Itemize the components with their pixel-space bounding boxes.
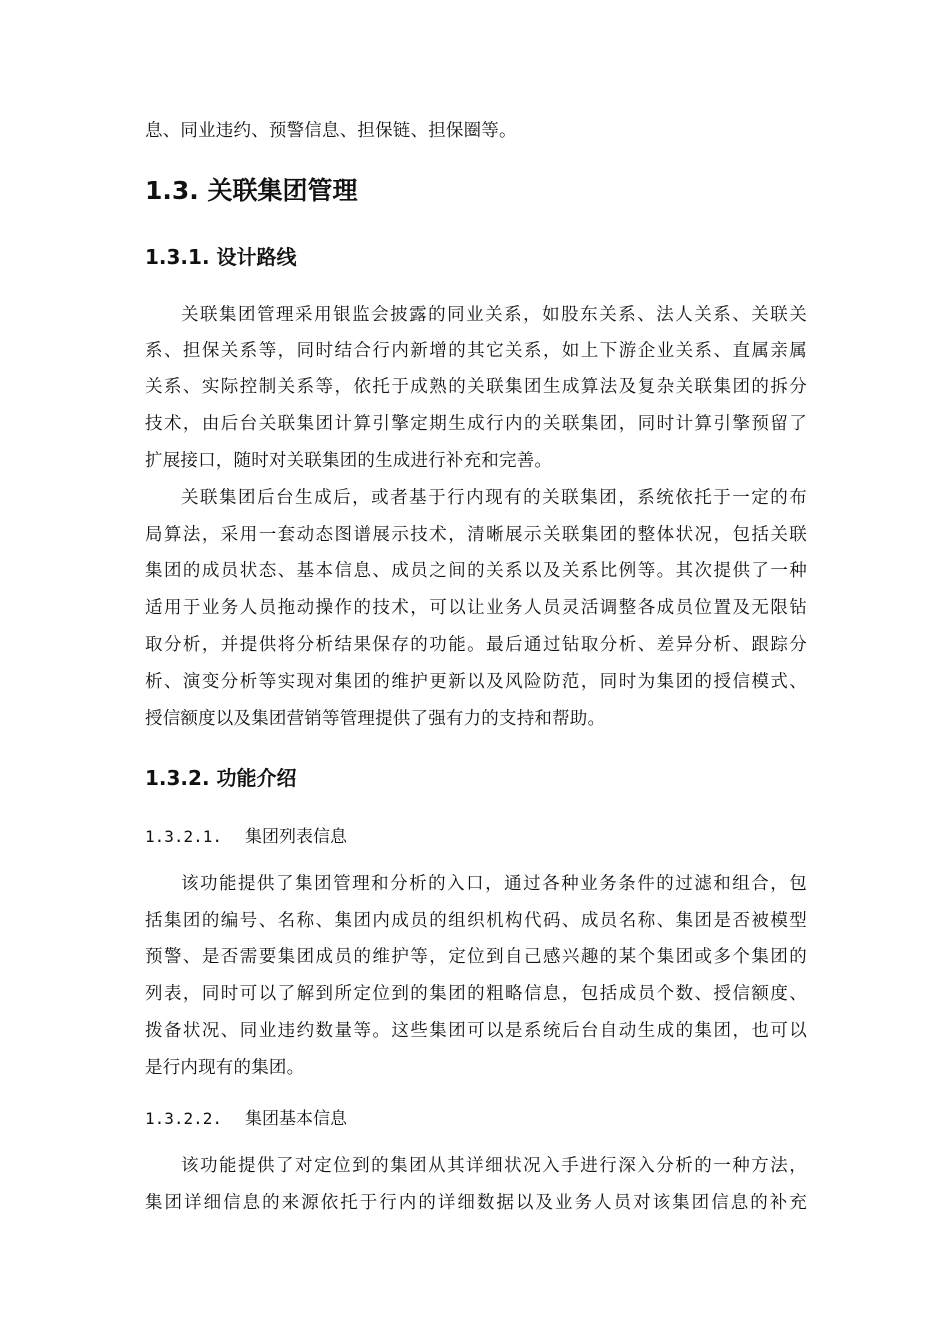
paragraph-line: 括集团的编号、名称、集团内成员的组织机构代码、成员名称、集团是否被模型 [145, 911, 807, 931]
paragraph-line: 扩展接口，随时对关联集团的生成进行补充和完善。 [145, 451, 553, 471]
paragraph-line: 是行内现有的集团。 [145, 1058, 305, 1078]
paragraph-line: 预警、是否需要集团成员的维护等，定位到自己感兴趣的某个集团或多个集团的 [145, 947, 807, 967]
paragraph-line: 局算法，采用一套动态图谱展示技术，清晰展示关联集团的整体状况，包括关联 [145, 525, 807, 545]
paragraph-line: 该功能提供了集团管理和分析的入口，通过各种业务条件的过滤和组合，包 [181, 874, 807, 894]
paragraph-line: 关联集团后台生成后，或者基于行内现有的关联集团，系统依托于一定的布 [181, 488, 807, 508]
heading-1-3-2-2 [145, 1108, 347, 1130]
text-line: 息、同业违约、预警信息、担保链、担保圈等。 [145, 121, 517, 141]
paragraph-line: 关联集团管理采用银监会披露的同业关系，如股东关系、法人关系、关联关 [181, 305, 807, 325]
paragraph-line: 关系、实际控制关系等，依托于成熟的关联集团生成算法及复杂关联集团的拆分 [145, 377, 807, 397]
paragraph-line: 授信额度以及集团营销等管理提供了强有力的支持和帮助。 [145, 709, 606, 729]
heading-title: 集团列表信息 [245, 827, 347, 847]
paragraph-line: 列表，同时可以了解到所定位到的集团的粗略信息，包括成员个数、授信额度、 [145, 984, 807, 1004]
paragraph-line: 系、担保关系等，同时结合行内新增的其它关系，如上下游企业关系、直属亲属 [145, 341, 807, 361]
paragraph-line: 集团的成员状态、基本信息、成员之间的关系以及关系比例等。其次提供了一种 [145, 561, 807, 581]
subsection-heading-1-3-1: 1.3.1. 设计路线 [145, 245, 297, 269]
section-heading-1-3: 1.3. 关联集团管理 [145, 176, 358, 205]
paragraph-line: 集团详细信息的来源依托于行内的详细数据以及业务人员对该集团信息的补充 [145, 1193, 807, 1213]
paragraph-line: 析、演变分析等实现对集团的维护更新以及风险防范，同时为集团的授信模式、 [145, 672, 807, 692]
heading-number: 1.3.2.2. [145, 1109, 223, 1128]
paragraph-line: 拨备状况、同业违约数量等。这些集团可以是系统后台自动生成的集团，也可以 [145, 1021, 807, 1041]
heading-1-3-2-1 [145, 826, 347, 848]
paragraph-line: 技术，由后台关联集团计算引擎定期生成行内的关联集团，同时计算引擎预留了 [145, 414, 807, 434]
paragraph-line: 适用于业务人员拖动操作的技术，可以让业务人员灵活调整各成员位置及无限钻 [145, 598, 807, 618]
subsection-heading-1-3-2: 1.3.2. 功能介绍 [145, 766, 297, 790]
heading-number: 1.3.2.1. [145, 827, 223, 846]
heading-title: 集团基本信息 [245, 1109, 347, 1129]
paragraph-line: 取分析，并提供将分析结果保存的功能。最后通过钻取分析、差异分析、跟踪分 [145, 635, 807, 655]
paragraph-line: 该功能提供了对定位到的集团从其详细状况入手进行深入分析的一种方法， [181, 1156, 807, 1176]
